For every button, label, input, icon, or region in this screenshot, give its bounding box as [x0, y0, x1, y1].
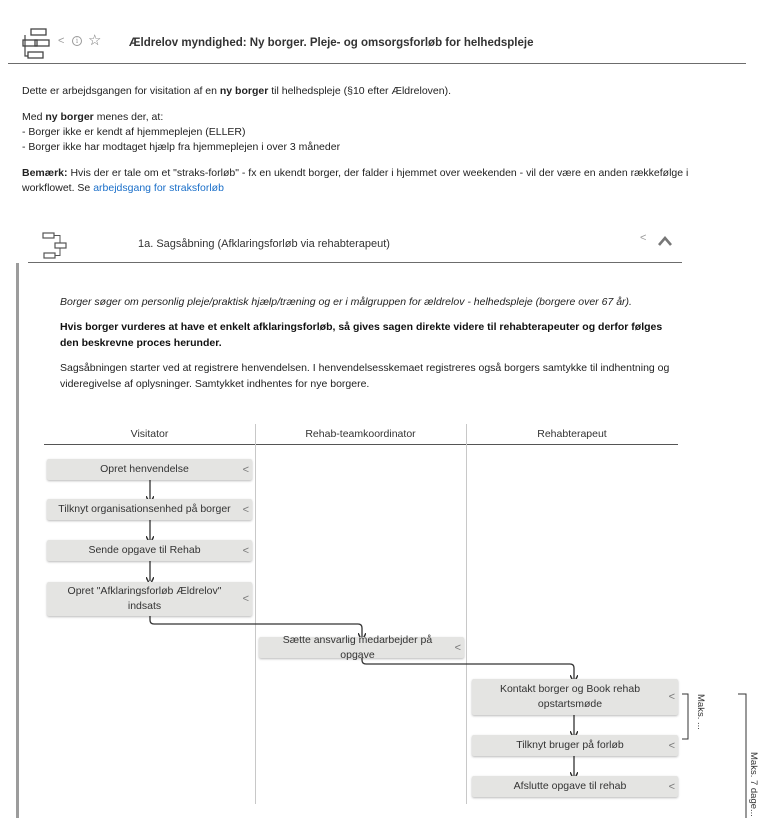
step-label: Opret henvendelse — [100, 463, 189, 475]
step-label: Sende opgave til Rehab — [88, 544, 201, 556]
share-icon[interactable]: < — [668, 780, 675, 793]
maks-note-short: Maks. ... — [695, 694, 706, 730]
intro-paragraph-3 — [22, 166, 742, 196]
share-icon[interactable]: < — [454, 641, 461, 654]
section-header — [28, 228, 682, 263]
share-icon[interactable]: < — [242, 544, 249, 557]
lane-divider — [255, 424, 256, 804]
step-saette-ansvarlig-medarbejder[interactable] — [259, 633, 464, 661]
page-header — [8, 22, 746, 64]
process-map-icon — [42, 232, 68, 260]
intro-text-span: menes der, at: — [93, 111, 164, 123]
step-label: Tilknyt bruger på forløb — [516, 739, 624, 751]
share-icon[interactable]: < — [58, 35, 65, 47]
lane-rehabterapeut: Rehabterapeut — [537, 428, 607, 440]
lane-header-line — [44, 444, 678, 445]
share-icon[interactable]: < — [668, 691, 675, 703]
lane-divider — [466, 424, 467, 804]
chevron-up-icon[interactable] — [658, 236, 672, 246]
share-icon[interactable]: < — [668, 739, 675, 752]
step-label: Kontakt borger og Book rehab opstartsmøde — [499, 683, 641, 710]
intro-text-span: Med — [22, 111, 46, 123]
section-title: 1a. Sagsåbning (Afklaringsforløb via rehabterapeut) — [138, 238, 390, 250]
share-icon[interactable]: < — [242, 463, 249, 476]
intro-paragraph-1 — [22, 84, 742, 99]
step-sende-opgave-til-rehab[interactable] — [47, 540, 252, 561]
intro-bold: ny borger — [219, 85, 269, 97]
intro-text-span: til helhedspleje (§10 efter Ældreloven). — [268, 85, 451, 97]
step-opret-afklaringsforloeb[interactable] — [47, 582, 252, 616]
note-label: Bemærk: — [22, 167, 68, 179]
intro-bold: ny borger — [45, 111, 94, 123]
step-label: Tilknyt organisationsenhed på borger — [58, 503, 231, 515]
description-bold: Hvis borger vurderes at have et enkelt afklaringsforløb, så gives sagen direkte videre til rehabterapeuter og derfor følges den beskrevne proces herunder. — [60, 321, 663, 349]
step-label: Afslutte opgave til rehab — [513, 780, 627, 792]
intro-text — [22, 84, 742, 207]
section-content-bar — [16, 263, 19, 818]
share-icon[interactable]: < — [640, 232, 647, 244]
intro-list-item: - Borger ikke har modtaget hjælp fra hjemmeplejen i over 3 måneder — [22, 141, 341, 153]
description-text: Sagsåbningen starter ved at registrere henvendelsen. I henvendelsesskemaet registreres også borgers samtykke til indhentning og videregivelse af oplysninger. Samtykket indhentes for nye borgere. — [60, 362, 670, 390]
description-italic: Borger søger om personlig pleje/praktisk hjælp/træning og er i målgruppen for ældrelov - helhedspleje (borgere over 67 år). — [60, 296, 632, 308]
info-icon[interactable]: i — [72, 36, 82, 46]
straksforloeb-link[interactable]: arbejdsgang for straksforløb — [93, 182, 224, 194]
step-opret-henvendelse[interactable] — [47, 459, 252, 480]
star-icon[interactable]: ☆ — [88, 32, 102, 49]
lane-visitator: Visitator — [130, 428, 169, 440]
intro-list-item: - Borger ikke er kendt af hjemmeplejen (ELLER) — [22, 126, 246, 138]
intro-text-span: Dette er arbejdsgangen for visitation af en — [22, 85, 220, 97]
process-map-icon — [22, 28, 50, 60]
step-label: Sætte ansvarlig medarbejder på opgave — [282, 633, 433, 661]
step-kontakt-borger[interactable] — [472, 679, 678, 715]
page-title: Ældrelov myndighed: Ny borger. Pleje- og omsorgsforløb for helhedspleje — [129, 37, 534, 49]
step-label: Opret "Afklaringsforløb Ældrelov" indsats — [67, 585, 222, 612]
step-tilknyt-organisationsenhed[interactable] — [47, 499, 252, 520]
share-icon[interactable]: < — [242, 593, 249, 605]
intro-text-span: Hvis der er tale om et "straks-forløb" - fx en ukendt borger, der falder i hjemmet over weekenden - vil der være en anden rækkefølge i workflowet. Se — [22, 167, 689, 194]
step-afslutte-opgave[interactable] — [472, 776, 678, 797]
intro-paragraph-2 — [22, 110, 742, 155]
maks-note-long: Maks. 7 dage... — [748, 752, 759, 817]
step-tilknyt-bruger[interactable] — [472, 735, 678, 756]
lane-rehab-teamkoordinator: Rehab-teamkoordinator — [305, 428, 416, 440]
share-icon[interactable]: < — [242, 503, 249, 516]
section-description — [60, 294, 680, 401]
